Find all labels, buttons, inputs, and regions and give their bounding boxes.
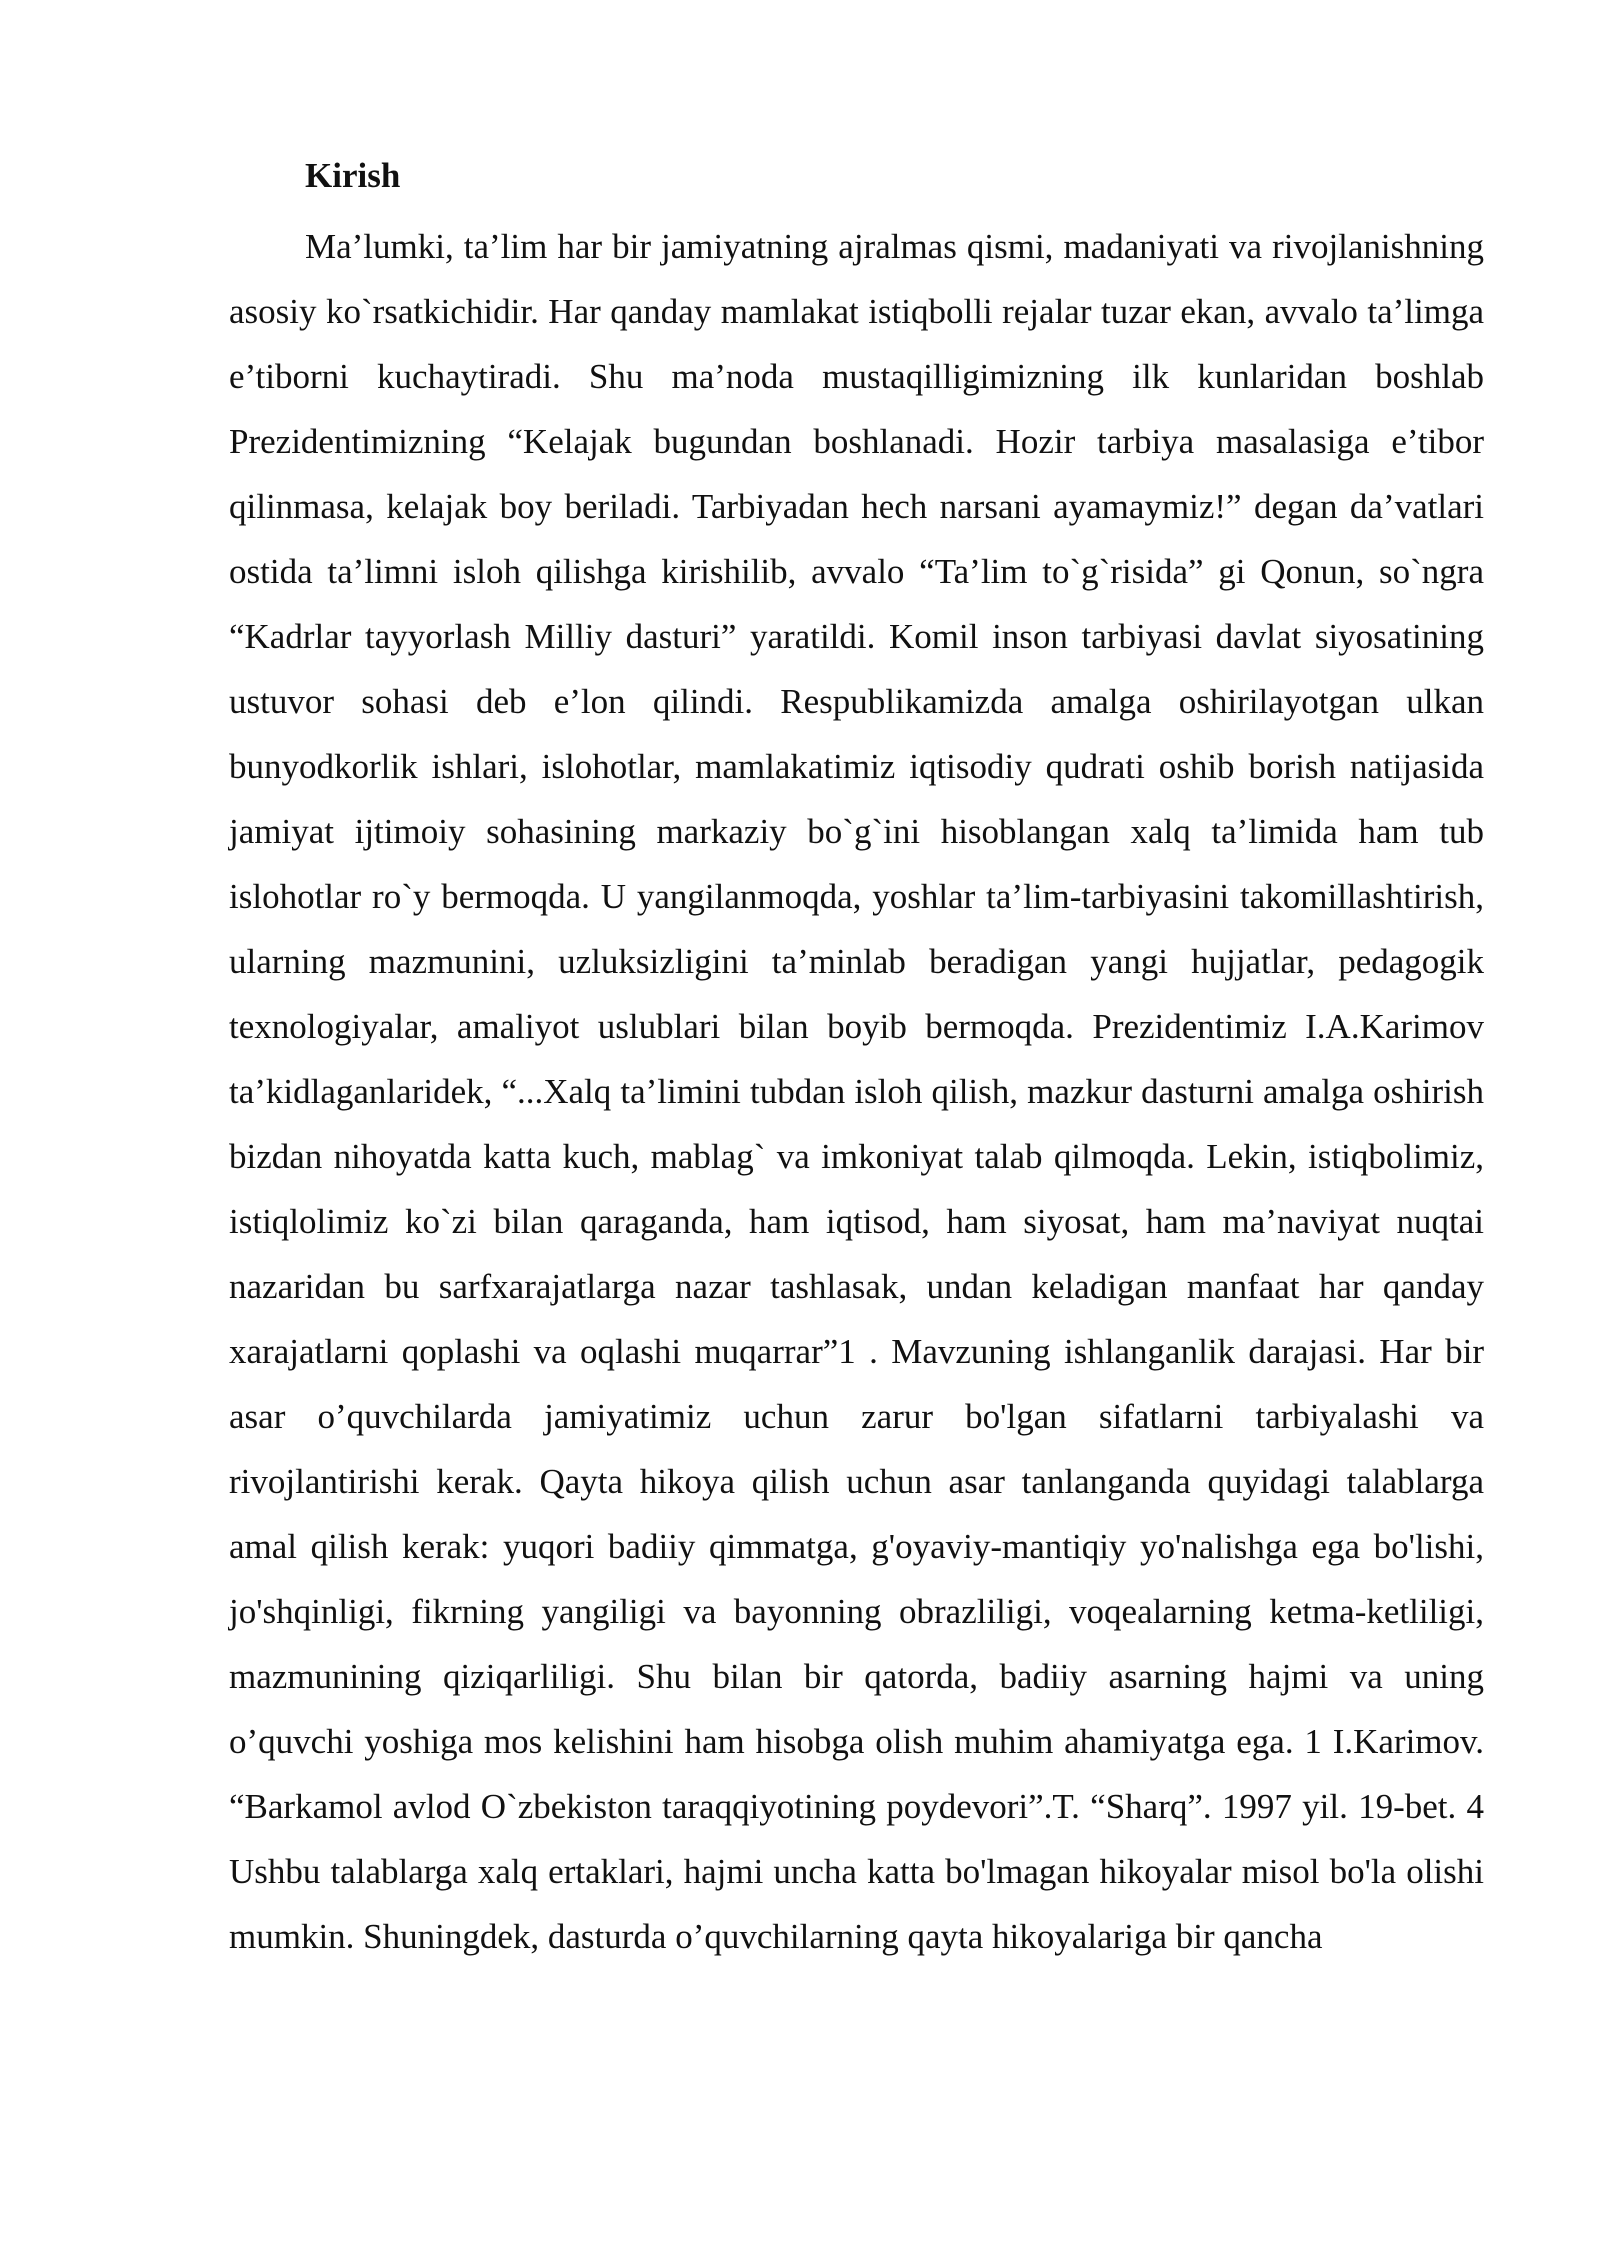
body-paragraph: Ma’lumki, ta’lim har bir jamiyatning ajralmas qismi, madaniyati va rivojlanishning asosiy ko`rsatkichidir. Har qanday mamlakat istiqbolli rejalar tuzar ekan, avvalo ta’limga e’tiborni kuchaytiradi. Shu ma’noda mustaqilligimizning ilk kunlaridan boshlab Prezidentimizning “Kelajak bugundan boshlanadi. Hozir tarbiya masalasiga e’tibor qilinmasa, kelajak boy beriladi. Tarbiyadan hech narsani ayamaymiz!” degan da’vatlari ostida ta’limni isloh qilishga kirishilib, avvalo “Ta’lim to`g`risida” gi Qonun, so`ngra “Kadrlar tayyorlash Milliy dasturi” yaratildi. Komil inson tarbiyasi davlat siyosatining ustuvor sohasi deb e’lon qilindi. Respublikamizda amalga oshirilayotgan ulkan bunyodkorlik ishlari, islohotlar, mamlakatimiz iqtisodiy qudrati oshib borish natijasida jamiyat ijtimoiy sohasining markaziy bo`g`ini hisoblangan xalq ta’limida ham tub islohotlar ro`y bermoqda. U yangilanmoqda, yoshlar ta’lim-tarbiyasini takomillashtirish, ularning mazmunini, uzluksizligini ta’minlab beradigan yangi hujjatlar, pedagogik texnologiyalar, amaliyot uslublari bilan boyib bermoqda. Prezidentimiz I.A.Karimov ta’kidlaganlaridek, “...Xalq ta’limini tubdan isloh qilish, mazkur dasturni amalga oshirish bizdan nihoyatda katta kuch, mablag` va imkoniyat talab qilmoqda. Lekin, istiqbolimiz, istiqlolimiz ko`zi bilan qaraganda, ham iqtisod, ham siyosat, ham ma’naviyat nuqtai nazaridan bu sarfxarajatlarga nazar tashlasak, undan keladigan manfaat har qanday xarajatlarni qoplashi va oqlashi muqarrar”1 . Mavzuning ishlanganlik darajasi. Har bir asar o’quvchilarda jamiyatimiz uchun zarur bo'lgan sifatlarni tarbiyalashi va rivojlantirishi kerak. Qayta hikoya qilish uchun asar tanlanganda quyidagi talablarga amal qilish kerak: yuqori badiiy qimmatga, g'oyaviy-mantiqiy yo'nalishga ega bo'lishi, jo'shqinligi, fikrning yangiligi va bayonning obrazliligi, voqealarning ketma-ketliligi, mazmunining qiziqarliligi. Shu bilan bir qatorda, badiiy asarning hajmi va uning o’quvchi yoshiga mos kelishini ham hisobga olish muhim ahamiyatga ega. 1 I.Karimov. “Barkamol avlod O`zbekiston taraqqiyotining poydevori”.T. “Sharq”. 1997 yil. 19-bet. 4 Ushbu talablarga xalq ertaklari, hajmi uncha katta bo'lmagan hikoyalar misol bo'la olishi mumkin. Shuningdek, dasturda o’quvchilarning qayta hikoyalariga bir qancha: [229, 227, 1484, 1956]
section-heading: Kirish: [305, 156, 401, 195]
document-content: [229, 150, 1484, 1969]
